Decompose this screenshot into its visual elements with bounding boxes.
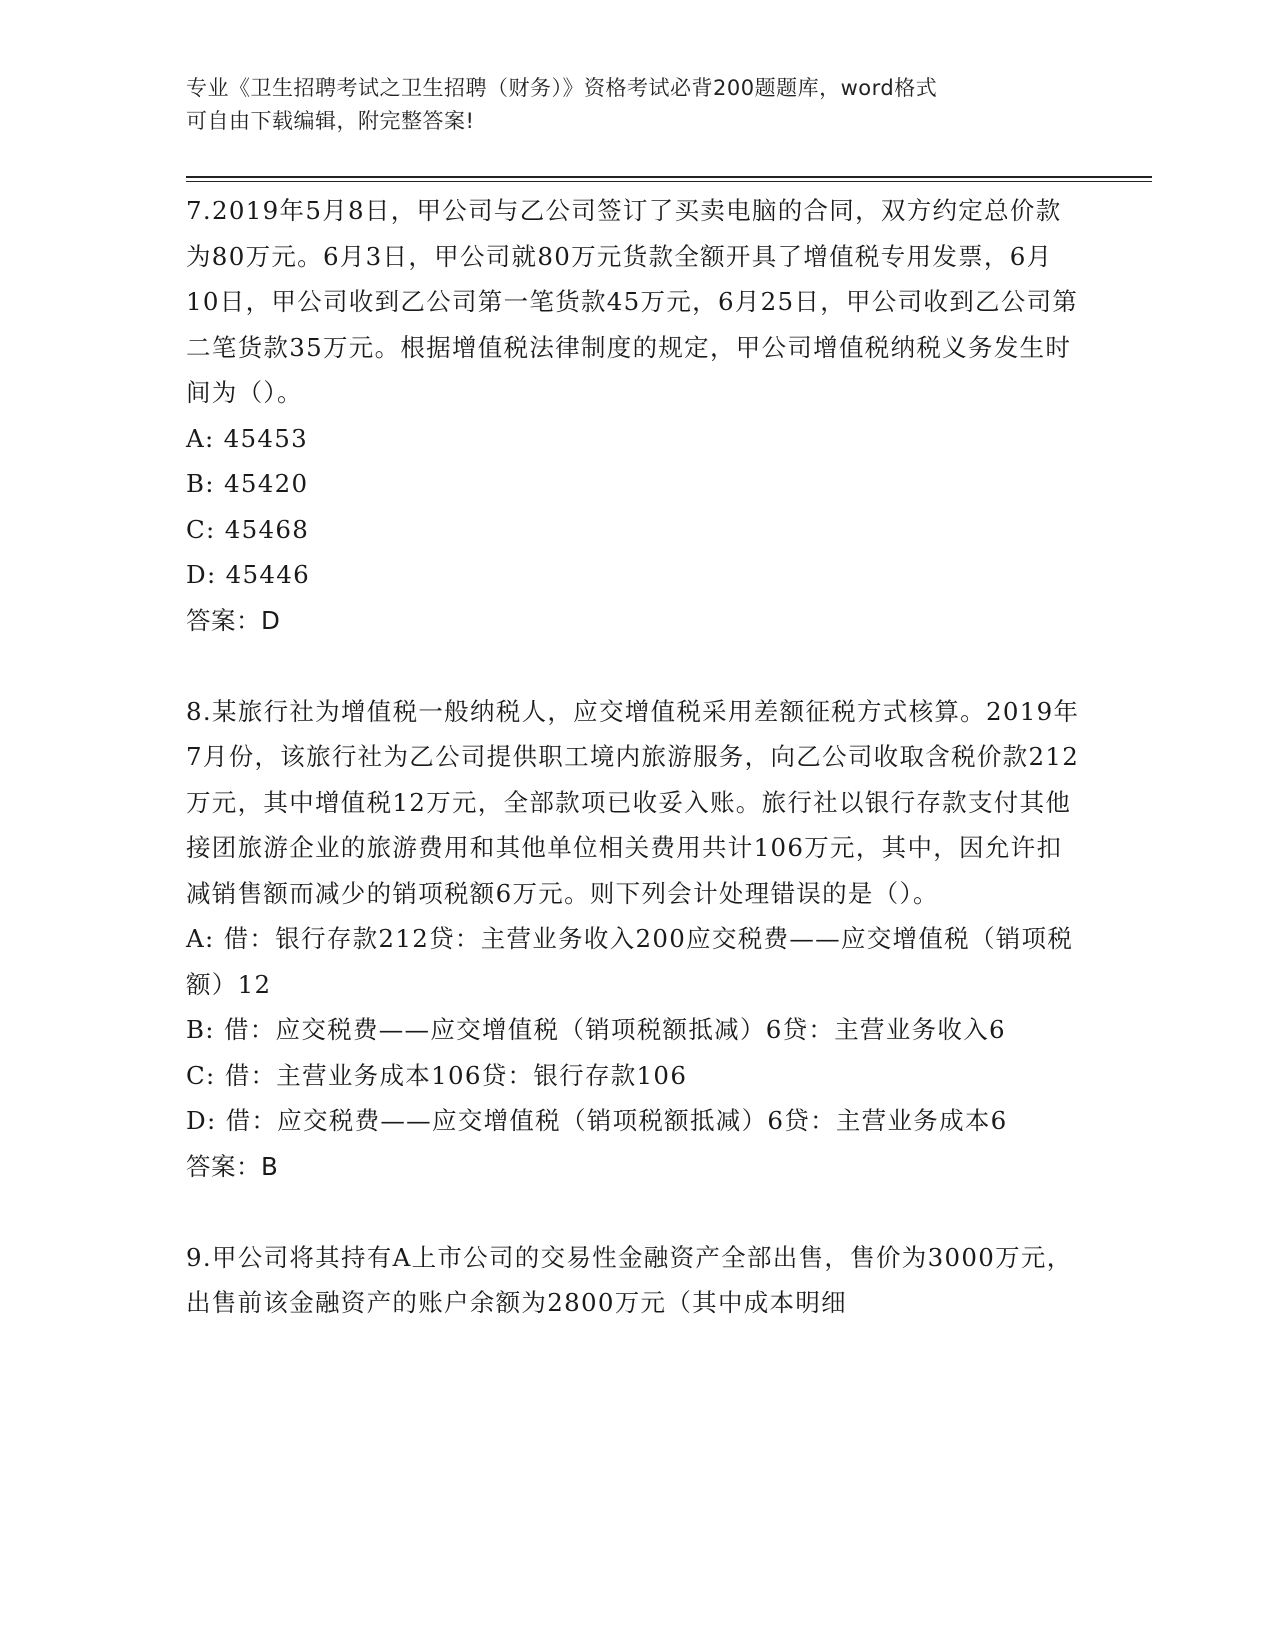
question-spacer	[186, 1189, 1086, 1235]
question-stem: 9.甲公司将其持有A上市公司的交易性金融资产全部出售，售价为3000万元，出售前该金融资产的账户余额为2800万元（其中成本明细	[186, 1242, 1073, 1317]
option-c: C: 借：主营业务成本106贷：银行存款106	[186, 1060, 688, 1090]
answer: 答案：B	[186, 1151, 279, 1181]
answer: 答案：D	[186, 605, 281, 635]
document-body	[186, 188, 1086, 1326]
header-rule-thin	[186, 181, 1152, 182]
page-header	[186, 72, 1086, 138]
option-d: D: 借：应交税费——应交增值税（销项税额抵减）6贷：主营业务成本6	[186, 1106, 1008, 1135]
question-stem: 8.某旅行社为增值税一般纳税人，应交增值税采用差额征税方式核算。2019年7月份，该旅行社为乙公司提供职工境内旅游服务，向乙公司收取含税价款212万元，其中增值税12万元，全部款项已收妥入账。旅行社以银行存款支付其他接团旅游企业的旅游费用和其他单位相关费用共计106万元，其中，因允许扣减销售额而减少的销项税额6万元。则下列会计处理错误的是（）。	[186, 696, 1080, 908]
header-line-2: 可自由下载编辑，附完整答案!	[186, 109, 475, 133]
question-9	[186, 1235, 1086, 1326]
option-d: D: 45446	[186, 560, 311, 589]
question-stem: 7.2019年5月8日，甲公司与乙公司签订了买卖电脑的合同，双方约定总价款为80万元。6月3日，甲公司就80万元货款全额开具了增值税专用发票，6月10日，甲公司收到乙公司第一笔货款45万元，6月25日，甲公司收到乙公司第二笔货款35万元。根据增值税法律制度的规定，甲公司增值税纳税义务发生时间为（）。	[186, 196, 1079, 407]
option-c: C: 45468	[186, 514, 310, 544]
option-b: B: 借：应交税费——应交增值税（销项税额抵减）6贷：主营业务收入6	[186, 1015, 1006, 1044]
option-a: A: 借：银行存款212贷：主营业务收入200应交税费——应交增值税（销项税额）12	[186, 924, 1074, 999]
header-line-1: 专业《卫生招聘考试之卫生招聘（财务）》资格考试必背200题题库，word格式	[186, 76, 938, 100]
option-b: B: 45420	[186, 469, 309, 498]
question-7	[186, 188, 1086, 643]
question-spacer	[186, 643, 1086, 689]
header-rule-thick	[186, 176, 1152, 178]
question-8	[186, 689, 1086, 1190]
option-a: A: 45453	[186, 423, 309, 453]
